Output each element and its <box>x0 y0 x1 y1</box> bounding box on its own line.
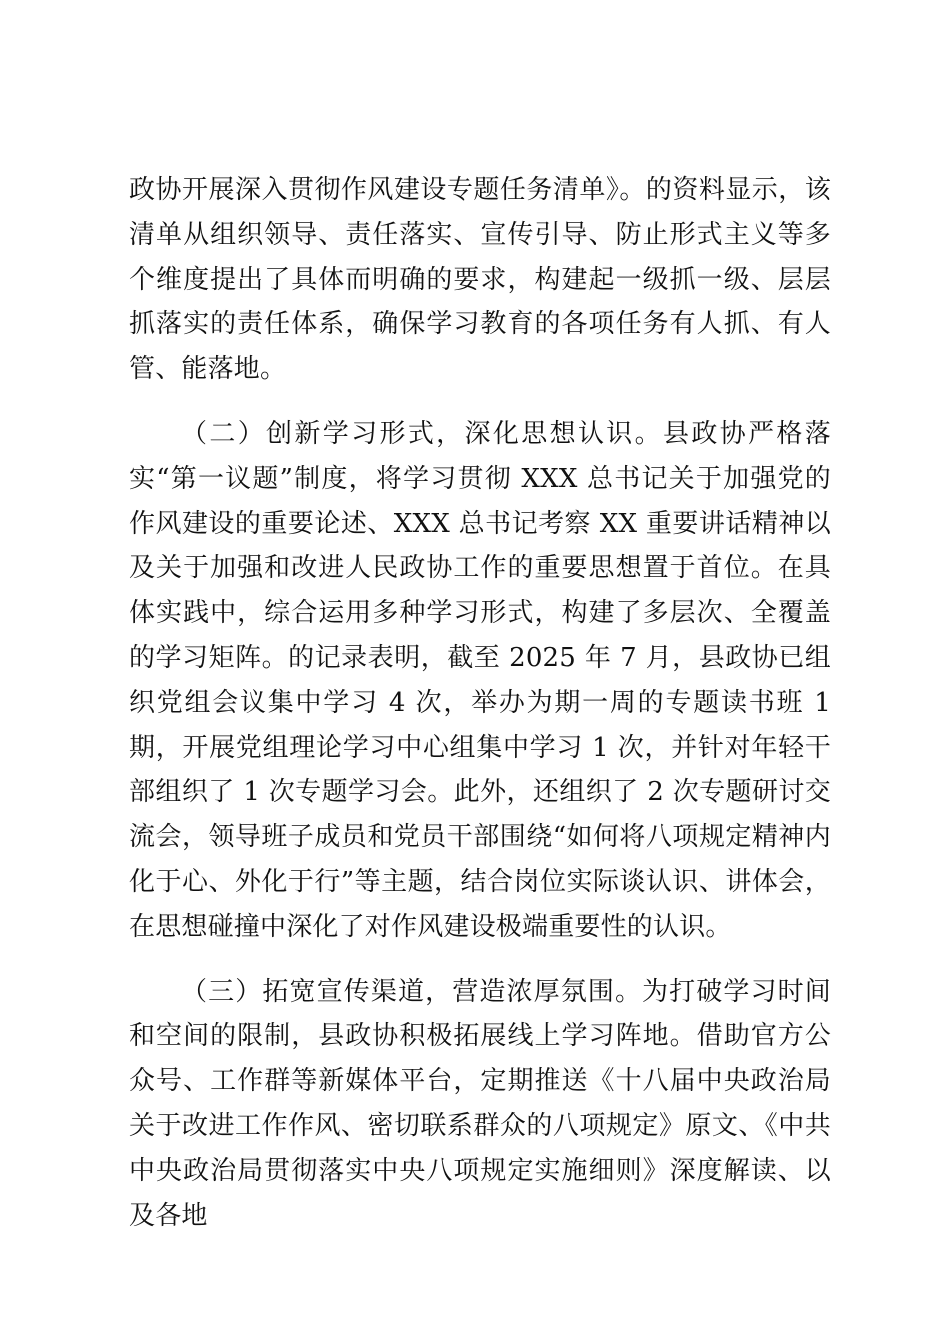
paragraph-section-three: （三）拓宽宣传渠道，营造浓厚氛围。为打破学习时间和空间的限制，县政协积极拓展线上学习阵地。借助官方公众号、工作群等新媒体平台，定期推送《十八届中央政治局关于改进工作作风、密切联系群众的八项规定》原文、《中共中央政治局贯彻落实中央八项规定实施细则》深度解读、以及各地 <box>129 976 831 1231</box>
paragraph-continuation: 政协开展深入贯彻作风建设专题任务清单》。的资料显示，该清单从组织领导、责任落实、宣传引导、防止形式主义等多个维度提出了具体而明确的要求，构建起一级抓一级、层层抓落实的责任体系，确保学习教育的各项任务有人抓、有人管、能落地。 <box>129 175 831 385</box>
paragraph-section-two: （二）创新学习形式，深化思想认识。县政协严格落实“第一议题”制度，将学习贯彻 XXX 总书记关于加强党的作风建设的重要论述、XXX 总书记考察 XX 重要讲话精神以及关于加强和改进人民政协工作的重要思想置于首位。在具体实践中，综合运用多种学习形式，构建了多层次、全覆盖的学习矩阵。的记录表明，截至 2025 年 7 月，县政协已组织党组会议集中学习 4 次，举办为期一周的专题读书班 1 期，开展党组理论学习中心组集中学习 1 次，并针对年轻干部组织了 1 次专题学习会。此外，还组织了 2 次专题研讨交流会，领导班子成员和党员干部围绕“如何将八项规定精神内化于心、外化于行”等主题，结合岗位实际谈认识、讲体会，在思想碰撞中深化了对作风建设极端重要性的认识。 <box>129 418 831 942</box>
document-body <box>129 168 831 1238</box>
